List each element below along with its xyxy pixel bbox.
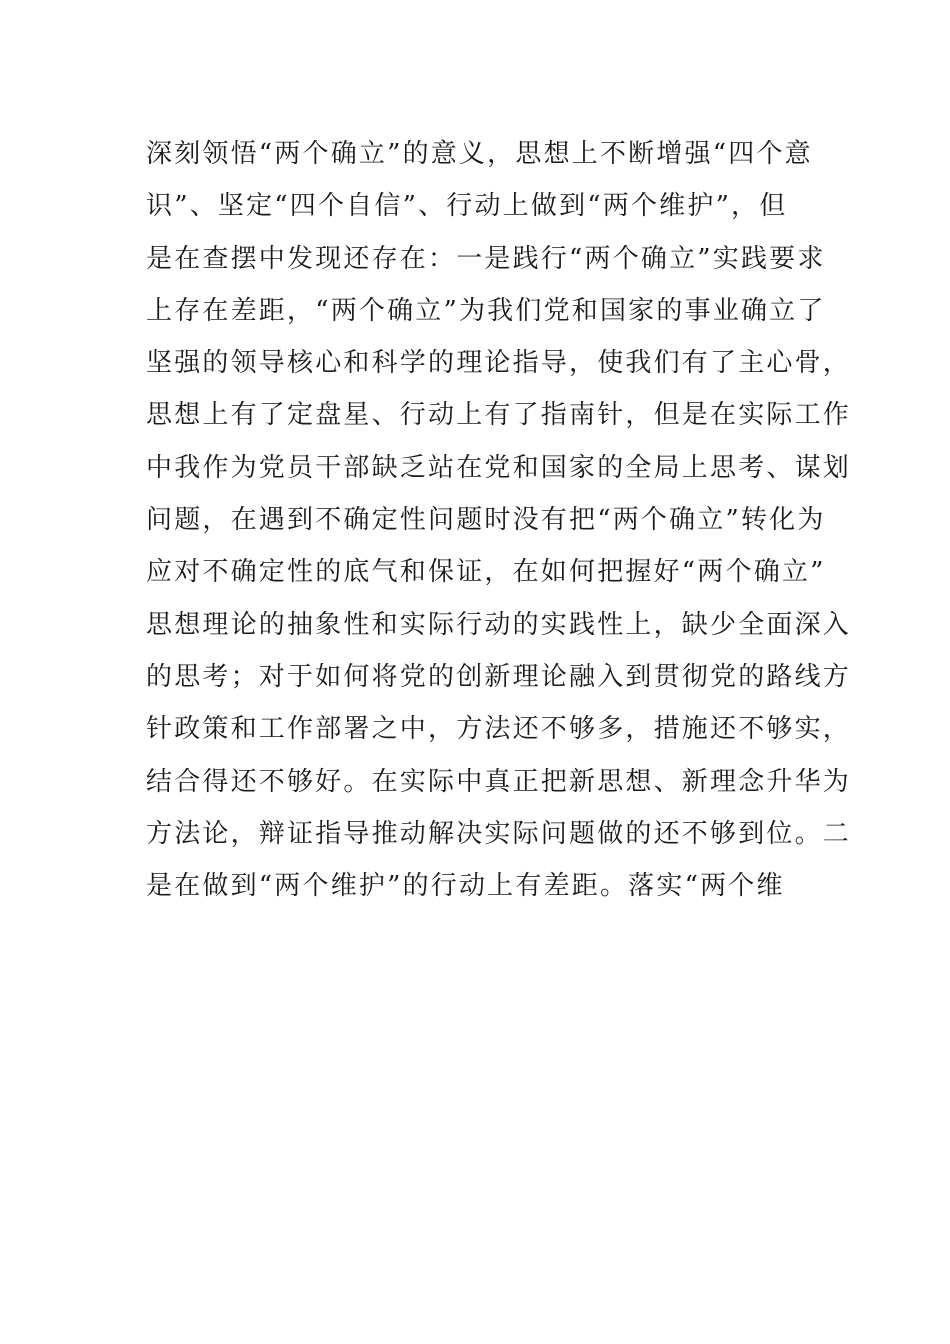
text-line: 思想上有了定盘星、行动上有了指南针，但是在实际工作 — [146, 400, 852, 431]
text-line: 上存在差距，“两个确立”为我们党和国家的事业确立了 — [146, 295, 826, 326]
text-line: 方法论，辩证指导推动解决实际问题做的还不够到位。二 — [146, 818, 852, 849]
text-line: 中我作为党员干部缺乏站在党和国家的全局上思考、谋划 — [146, 452, 852, 483]
text-line: 问题，在遇到不确定性问题时没有把“两个确立”转化为 — [146, 505, 826, 536]
text-line: 是在查摆中发现还存在：一是践行“两个确立”实践要求 — [146, 243, 826, 274]
text-line: 识”、坚定“四个自信”、行动上做到“两个维护”，但 — [146, 191, 788, 222]
text-line: 深刻领悟“两个确立”的意义，思想上不断增强“四个意 — [146, 139, 813, 169]
text-line: 是在做到“两个维护”的行动上有差距。落实“两个维 — [146, 871, 785, 902]
body-paragraph — [146, 128, 852, 912]
text-line: 坚强的领导核心和科学的理论指导，使我们有了主心骨， — [146, 348, 852, 379]
text-line: 的思考；对于如何将党的创新理论融入到贯彻党的路线方 — [146, 661, 852, 692]
text-line: 应对不确定性的底气和保证，在如何把握好“两个确立” — [146, 557, 826, 588]
text-line: 思想理论的抽象性和实际行动的实践性上，缺少全面深入 — [146, 609, 852, 640]
text-line: 针政策和工作部署之中，方法还不够多，措施还不够实， — [146, 714, 852, 745]
text-line: 结合得还不够好。在实际中真正把新思想、新理念升华为 — [146, 766, 852, 797]
